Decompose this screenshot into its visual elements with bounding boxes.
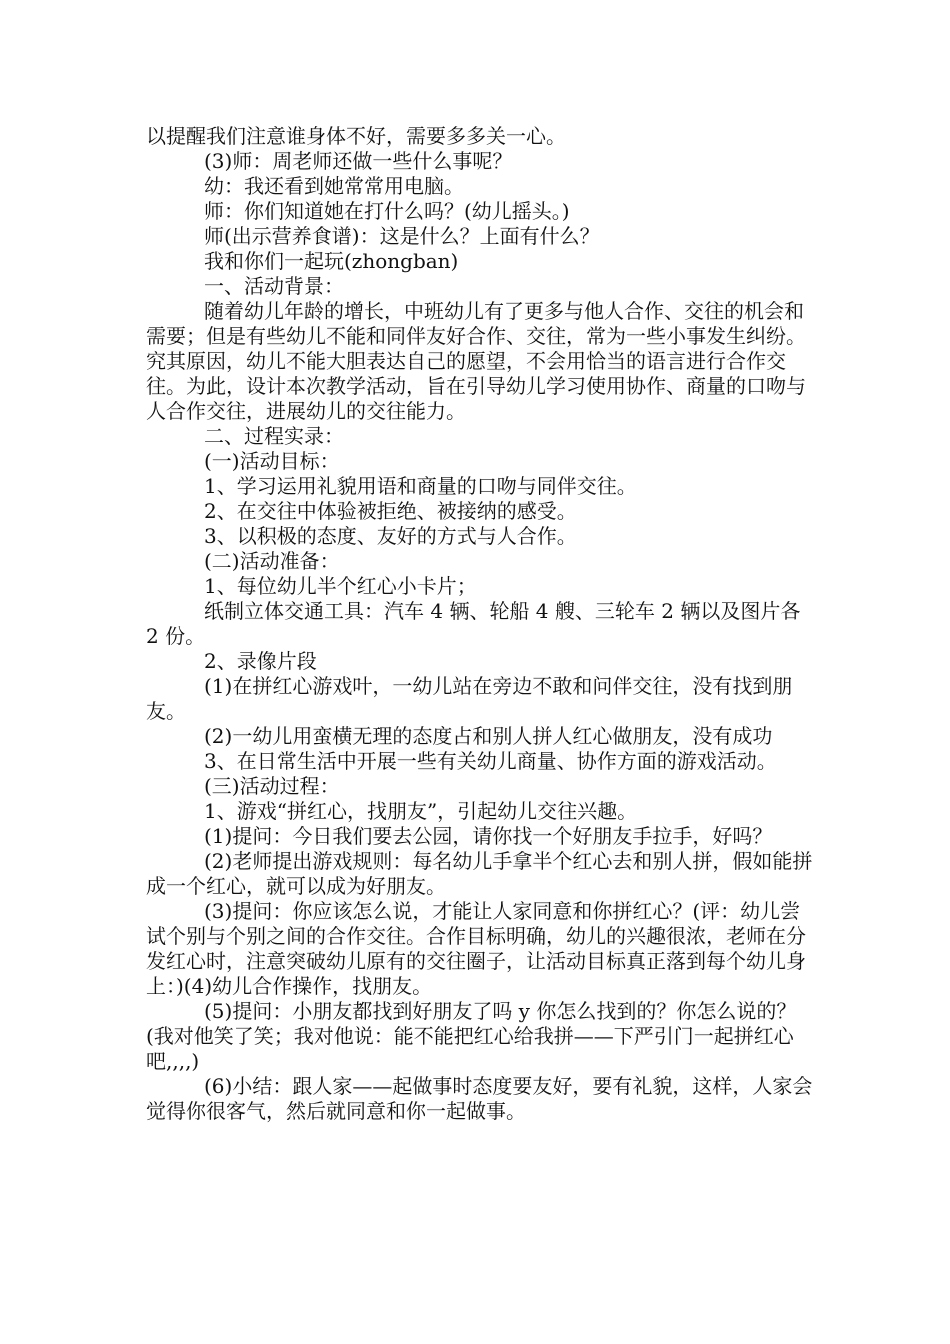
paragraph: (2)一幼儿用蛮横无理的态度占和别人拼人红心做朋友，没有成功 [204, 724, 773, 748]
paragraph: 以提醒我们注意谁身体不好，需要多多关一心。 [146, 124, 566, 148]
paragraph: (6)小结：跟人家——起做事时态度要友好，要有礼貌，这样，人家会觉得你很客气，然后就同意和你一起做事。 [146, 1074, 813, 1123]
paragraph: 2、在交往中体验被拒绝、被接纳的感受。 [204, 499, 577, 523]
paragraph: 幼：我还看到她常常用电脑。 [204, 174, 464, 198]
paragraph: (三)活动过程： [204, 774, 340, 798]
paragraph: 3、以积极的态度、友好的方式与人合作。 [204, 524, 577, 548]
paragraph: 我和你们一起玩(zhongban) [204, 249, 459, 273]
paragraph: 二、过程实录： [204, 424, 344, 448]
paragraph: 1、游戏“拼红心，找朋友”，引起幼儿交往兴趣。 [204, 799, 638, 823]
paragraph: 2、录像片段 [204, 649, 317, 673]
paragraph: 1、学习运用礼貌用语和商量的口吻与同伴交往。 [204, 474, 637, 498]
paragraph: (3)提问：你应该怎么说，才能让人家同意和你拼红心？(评：幼儿尝试个别与个别之间的合作交往。合作目标明确，幼儿的兴趣很浓，老师在分发红心时，注意突破幼儿原有的交往圈子，让活动目标真正落到每个幼儿身上：)(4)幼儿合作操作，找朋友。 [146, 899, 806, 998]
paragraph: 纸制立体交通工具：汽车 4 辆、轮船 4 艘、三轮车 2 辆以及图片各 2 份。 [146, 599, 801, 648]
paragraph: (3)师：周老师还做一些什么事呢？ [204, 149, 513, 173]
paragraph: (2)老师提出游戏规则：每名幼儿手拿半个红心去和别人拼，假如能拼成一个红心，就可以成为好朋友。 [146, 849, 813, 898]
paragraph: 一、活动背景： [204, 274, 344, 298]
paragraph: (二)活动准备： [204, 549, 340, 573]
paragraph: (5)提问：小朋友都找到好朋友了吗 y 你怎么找到的？你怎么说的？(我对他笑了笑；我对他说：能不能把红心给我拼——下严引门一起拼红心吧,,,,) [146, 999, 797, 1073]
paragraph: (1)提问：今日我们要去公园，请你找一个好朋友手拉手，好吗？ [204, 824, 773, 848]
paragraph: (一)活动目标： [204, 449, 340, 473]
paragraph: 随着幼儿年龄的增长，中班幼儿有了更多与他人合作、交往的机会和需要；但是有些幼儿不能和同伴友好合作、交往，常为一些小事发生纠纷。究其原因，幼儿不能大胆表达自己的愿望，不会用恰当的语言进行合作交往。为此，设计本次教学活动，旨在引导幼儿学习使用协作、商量的口吻与人合作交往，进展幼儿的交往能力。 [146, 299, 806, 423]
paragraph: 1、每位幼儿半个红心小卡片； [204, 574, 477, 598]
document-body [146, 124, 818, 1124]
paragraph: (1)在拼红心游戏叶，一幼儿站在旁边不敢和问伴交往，没有找到朋友。 [146, 674, 793, 723]
paragraph: 3、在日常生活中开展一些有关幼儿商量、协作方面的游戏活动。 [204, 749, 777, 773]
paragraph: 师(出示营养食谱)：这是什么？上面有什么？ [204, 224, 600, 248]
paragraph: 师：你们知道她在打什么吗？(幼儿摇头。) [204, 199, 570, 223]
